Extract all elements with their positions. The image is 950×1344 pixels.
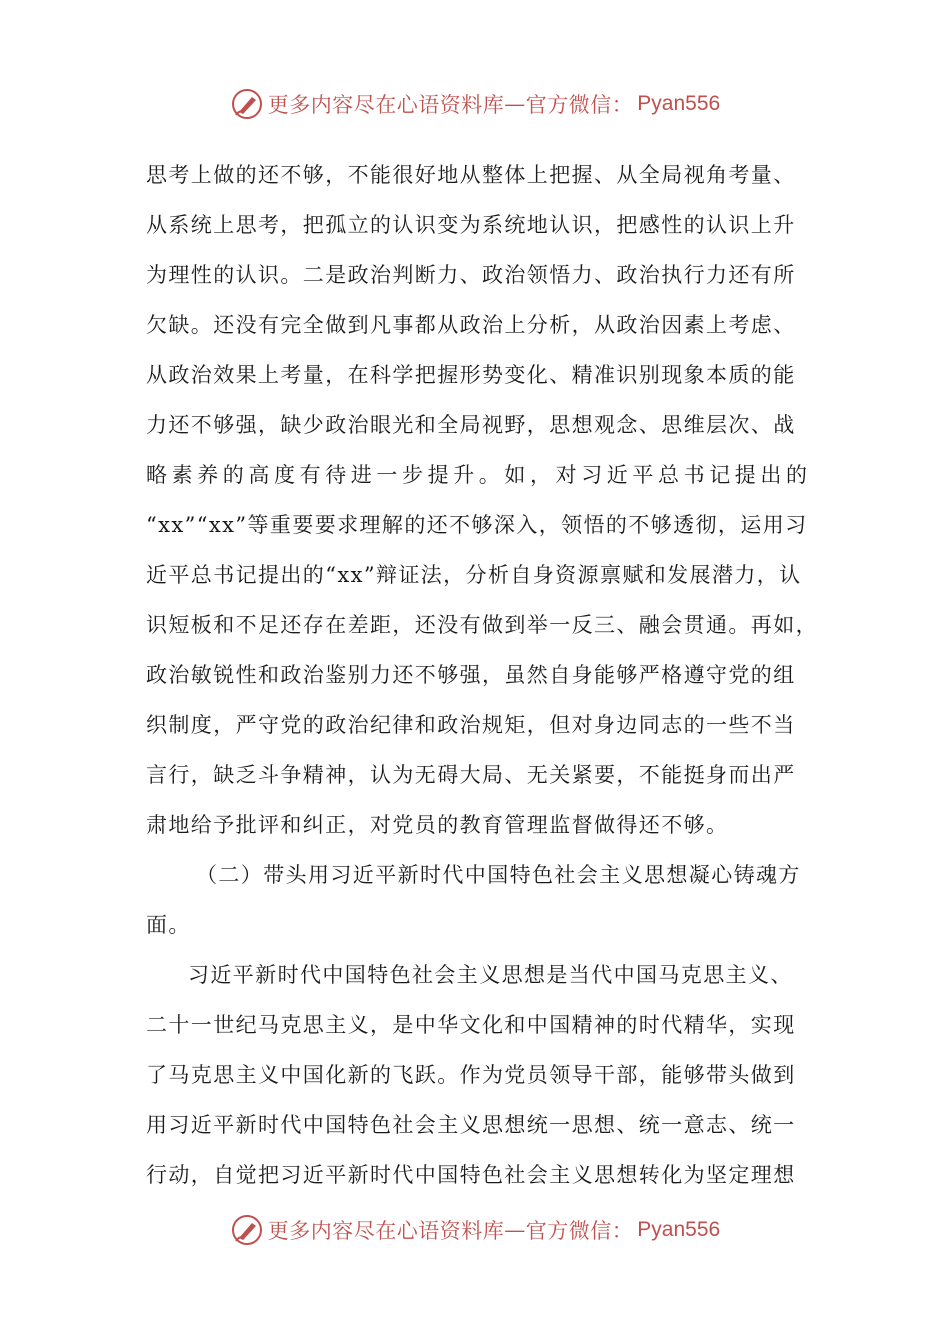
body-line: 为理性的认识。二是政治判断力、政治领悟力、政治执行力还有所 [146,263,796,287]
body-line: 略素养的高度有待进一步提升。如，对习近平总书记提出的 [146,463,812,487]
body-line: 欠缺。还没有完全做到凡事都从政治上分析，从政治因素上考虑、 [146,313,796,337]
footer-site-text: 更多内容尽在心语资料库 [267,1219,505,1243]
body-line: 力还不够强，缺少政治眼光和全局视野，思想观念、思维层次、战 [146,413,796,437]
pen-logo-icon [230,1213,264,1247]
body-line: 二十一世纪马克思主义，是中华文化和中国精神的时代精华，实现 [146,1013,796,1037]
footer-wechat-id: Pyan556 [637,1218,721,1241]
body-line: 从政治效果上考量，在科学把握形势变化、精准识别现象本质的能 [146,363,796,387]
body-line: 近平总书记提出的“xx”辩证法，分析自身资源禀赋和发展潜力，认 [146,563,802,587]
body-line: 习近平新时代中国特色社会主义思想是当代中国马克思主义、 [188,963,793,987]
body-line: 用习近平新时代中国特色社会主义思想统一思想、统一意志、统一 [146,1113,796,1137]
header-site-text: 更多内容尽在心语资料库 [267,93,505,117]
section-heading-cont: 面。 [146,913,191,937]
header-wechat-label: 官方微信： [525,93,634,117]
header-wechat-id: Pyan556 [637,92,721,115]
body-line: 政治敏锐性和政治鉴别力还不够强，虽然自身能够严格遵守党的组 [146,663,796,687]
footer-dash: — [504,1218,526,1242]
body-line: 织制度，严守党的政治纪律和政治规矩，但对身边同志的一些不当 [146,713,796,737]
header-banner [0,84,950,124]
body-line: 识短板和不足还存在差距，还没有做到举一反三、融会贯通。再如， [146,613,818,637]
body-line: 言行，缺乏斗争精神，认为无碍大局、无关紧要，不能挺身而出严 [146,763,796,787]
header-dash: — [504,92,526,116]
section-heading: （二）带头用习近平新时代中国特色社会主义思想凝心铸魂方 [196,863,801,887]
body-line: 思考上做的还不够，不能很好地从整体上把握、从全局视角考量、 [146,163,796,187]
document-body [146,150,818,1200]
body-line: 行动，自觉把习近平新时代中国特色社会主义思想转化为坚定理想 [146,1163,796,1187]
body-line: 了马克思主义中国化新的飞跃。作为党员领导干部，能够带头做到 [146,1063,796,1087]
footer-wechat-label: 官方微信： [525,1219,634,1243]
body-line: “xx”“xx”等重要要求理解的还不够深入，领悟的不够透彻，运用习 [146,513,808,537]
pen-logo-icon [230,87,264,121]
body-line: 从系统上思考，把孤立的认识变为系统地认识，把感性的认识上升 [146,213,796,237]
body-line: 肃地给予批评和纠正，对党员的教育管理监督做得还不够。 [146,813,729,837]
footer-banner [0,1210,950,1250]
